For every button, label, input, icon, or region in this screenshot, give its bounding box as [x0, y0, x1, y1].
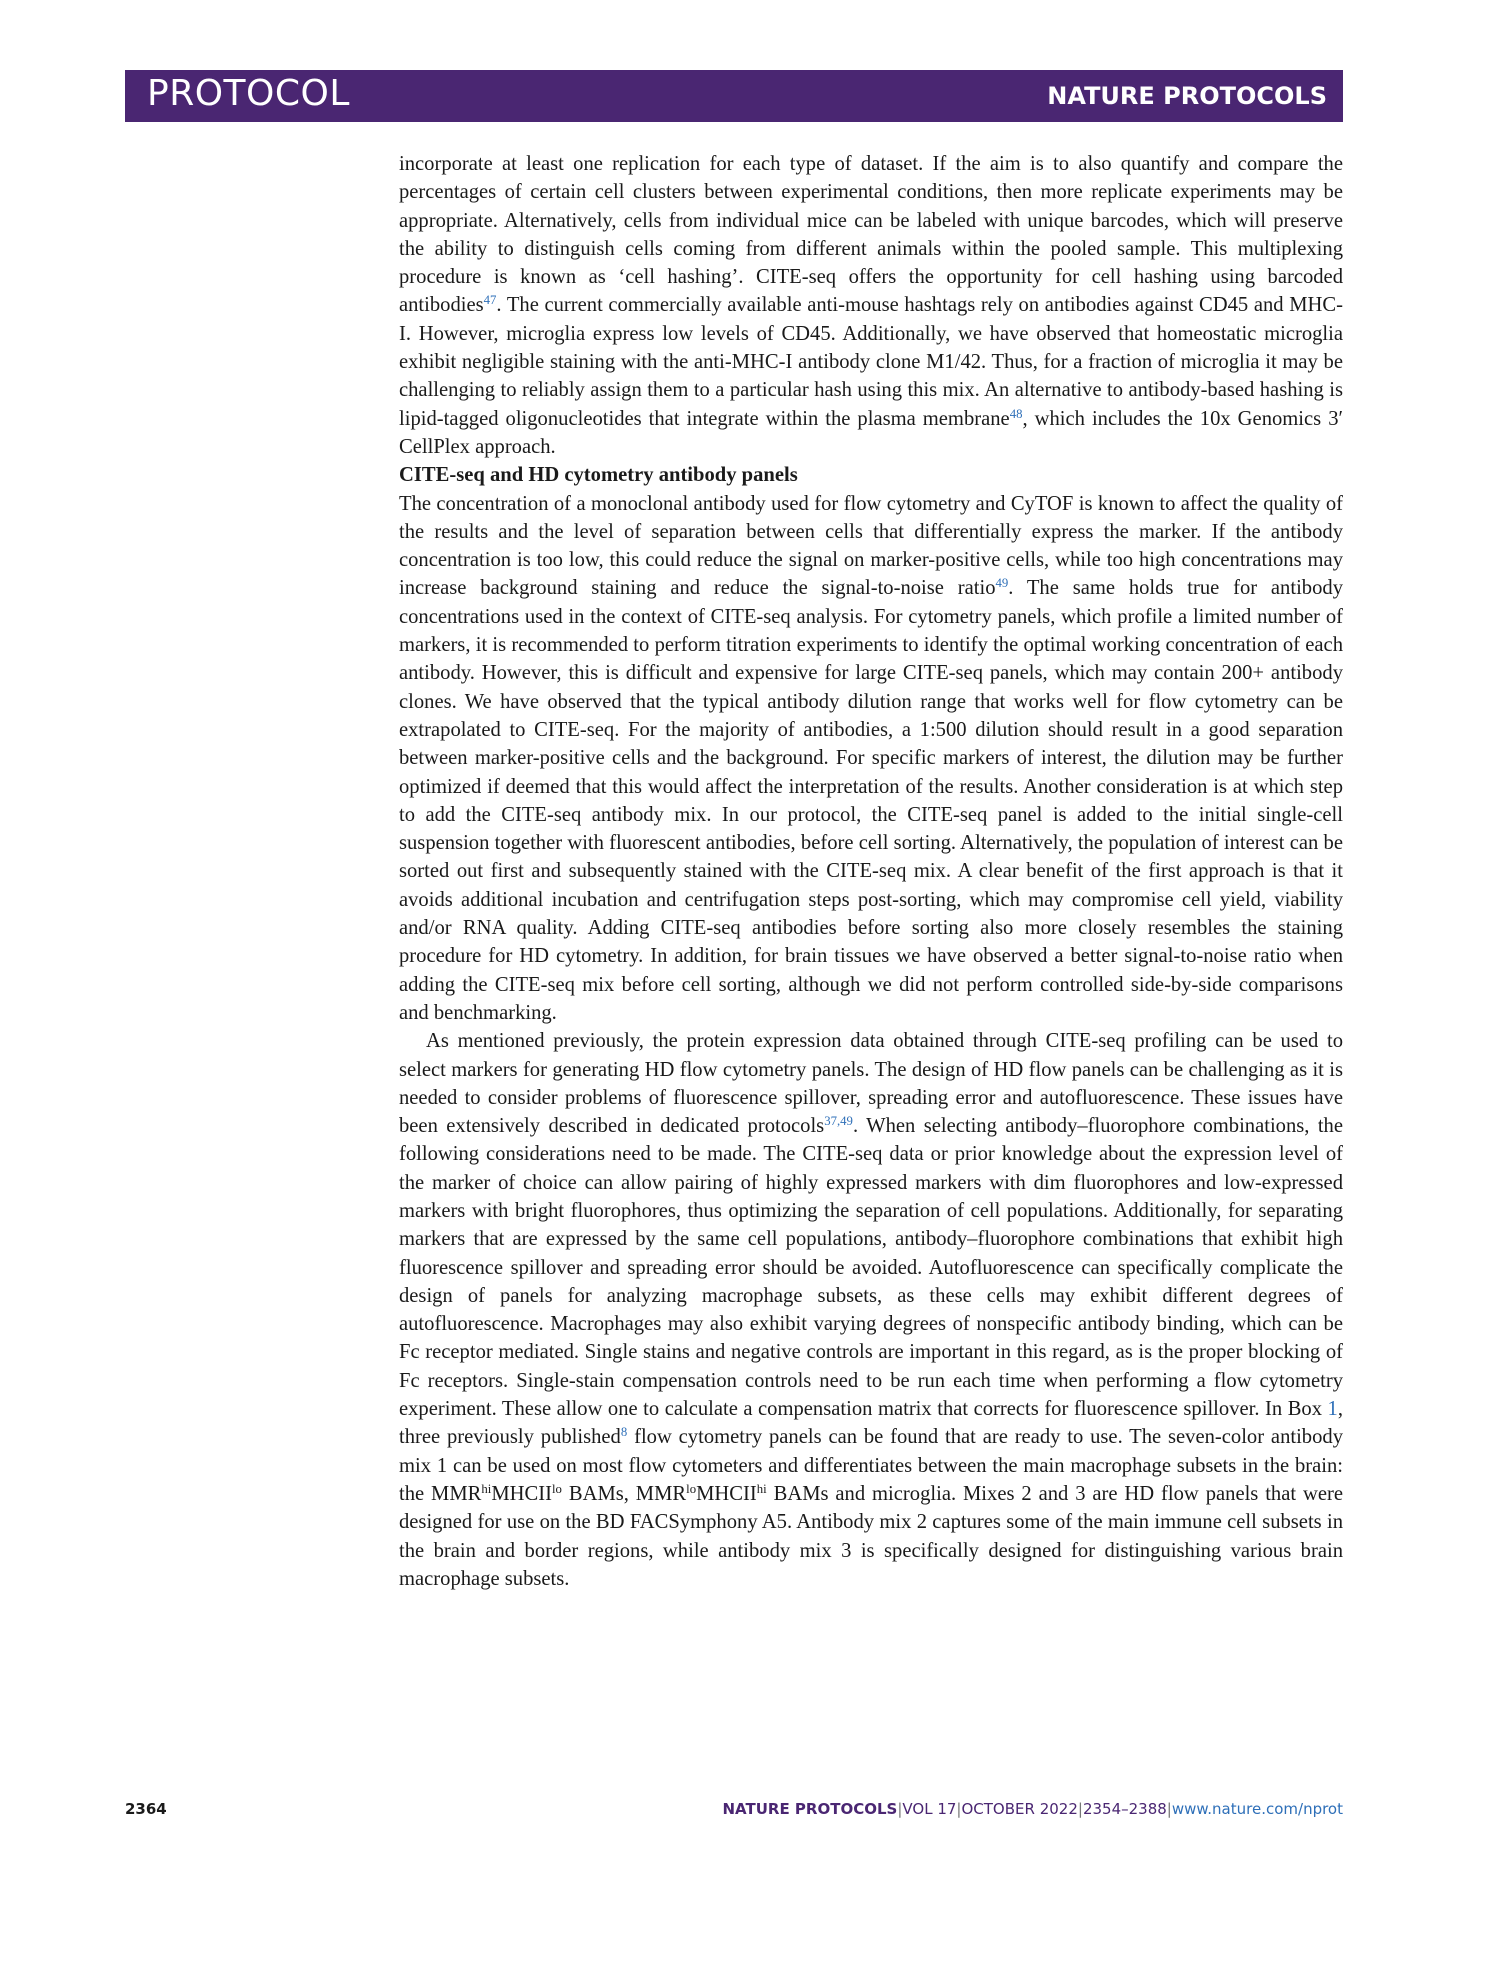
citation-link[interactable]: 47 — [483, 293, 497, 308]
superscript: hi — [756, 1481, 767, 1496]
citation-line: NATURE PROTOCOLS|VOL 17|OCTOBER 2022|2354–2388|www.nature.com/nprot — [722, 1800, 1343, 1818]
body-text — [399, 150, 1343, 1593]
citation-link[interactable]: 37,49 — [824, 1114, 853, 1129]
page-number: 2364 — [125, 1800, 167, 1818]
journal-name: NATURE PROTOCOLS — [1047, 82, 1327, 110]
article-type-label: PROTOCOL — [147, 73, 350, 114]
section-heading: CITE-seq and HD cytometry antibody panels — [399, 464, 798, 487]
paragraph: As mentioned previously, the protein expression data obtained through CITE-seq profiling can be used to select markers for generating HD flow cytometry panels. The design of HD flow panels can be challenging as it is needed to consider problems of fluorescence spillover, spreading error and autofluorescence. These issues have been extensively described in dedicated protocols$^{37,49}$. When selecting antibody–fluorophore combinations, the following considerations need to be made. The CITE-seq data or prior knowledge about the expression level of the marker of choice can allow pairing of highly expressed markers with dim fluorophores and low-expressed markers with bright fluorophores, thus optimizing the separation of cell populations. Additionally, for separating markers that are expressed by the same cell populations, antibody–fluorophore combinations that exhibit high fluorescence spillover and spreading error should be avoided. Autofluorescence can specifically complicate the design of panels for analyzing macrophage subsets, as these cells may exhibit different degrees of autofluorescence. Macrophages may also exhibit varying degrees of nonspecific antibody binding, which can be Fc receptor mediated. Single stains and negative controls are important in this regard, as is the proper blocking of Fc receptors. Single-stain compensation controls need to be run each time when performing a flow cytometry experiment. These allow one to calculate a compensation matrix that corrects for fluorescence spillover. In Box 1, three previously published$^8$ flow cytometry panels can be found that are ready to use. The seven-color antibody mix 1 can be used on most flow cytometers and differentiates between the main macrophage subsets in the brain: the $MMR^{hi}MHCII^{lo}$ BAMs, $MMR^{lo}MHCII^{hi}$ BAMs and microglia. Mixes 2 and 3 are HD flow panels that were designed for use on the BD FACSymphony A5. Antibody mix 2 captures some of the main immune cell subsets in the brain and border regions, while antibody mix 3 is specifically designed for distinguishing various brain macrophage subsets. — [399, 1030, 1343, 1590]
running-header — [125, 70, 1343, 122]
paragraph: incorporate at least one replication for each type of dataset. If the aim is to also quantify and compare the percentages of certain cell clusters between experimental conditions, then more replicate experiments may be appropriate. Alternatively, cells from individual mice can be labeled with unique barcodes, which will preserve the ability to distinguish cells coming from different animals within the pooled sample. This multiplexing procedure is known as ‘cell hashing’. CITE-seq offers the opportunity for cell hashing using barcoded antibodies$^{47}$. The current commercially available anti-mouse hashtags rely on antibodies against CD45 and MHC-I. However, microglia express low levels of CD45. Additionally, we have observed that homeostatic microglia exhibit negligible staining with the anti-MHC-I antibody clone M1/42. Thus, for a fraction of microglia it may be challenging to reliably assign them to a particular hash using this mix. An alternative to antibody-based hashing is lipid-tagged oligonucleotides that integrate within the plasma membrane$^{48}$, which includes the 10x Genomics 3′ CellPlex approach. — [399, 153, 1343, 458]
citation-link[interactable]: 49 — [995, 576, 1009, 591]
superscript: lo — [552, 1481, 562, 1496]
superscript: hi — [481, 1481, 492, 1496]
box-link[interactable]: 1 — [1327, 1398, 1338, 1421]
issue-date: OCTOBER 2022 — [961, 1800, 1078, 1818]
page-footer — [125, 1800, 1343, 1824]
citation-link[interactable]: 48 — [1009, 406, 1023, 421]
page-range: 2354–2388 — [1082, 1800, 1167, 1818]
volume: VOL 17 — [902, 1800, 957, 1818]
journal-url-link[interactable]: www.nature.com/nprot — [1171, 1800, 1343, 1818]
superscript: lo — [686, 1481, 697, 1496]
journal-name-footer: NATURE PROTOCOLS — [722, 1800, 898, 1818]
paragraph: The concentration of a monoclonal antibody used for flow cytometry and CyTOF is known to affect the quality of the results and the level of separation between cells that differentially express the marker. If the antibody concentration is too low, this could reduce the signal on marker-positive cells, while too high concentrations may increase background staining and reduce the signal-to-noise ratio$^{49}$. The same holds true for antibody concentrations used in the context of CITE-seq analysis. For cytometry panels, which profile a limited number of markers, it is recommended to perform titration experiments to identify the optimal working concentration of each antibody. However, this is difficult and expensive for large CITE-seq panels, which may contain 200+ antibody clones. We have observed that the typical antibody dilution range that works well for flow cytometry can be extrapolated to CITE-seq. For the majority of antibodies, a 1:500 dilution should result in a good separation between marker-positive cells and the background. For specific markers of interest, the dilution may be further optimized if deemed that this would affect the interpretation of the results. Another consideration is at which step to add the CITE-seq antibody mix. In our protocol, the CITE-seq panel is added to the initial single-cell suspension together with fluorescent antibodies, before cell sorting. Alternatively, the population of interest can be sorted out first and subsequently stained with the CITE-seq mix. A clear benefit of the first approach is that it avoids additional incubation and centrifugation steps post-sorting, which may compromise cell yield, viability and/or RNA quality. Adding CITE-seq antibodies before sorting also more closely resembles the staining procedure for HD cytometry. In addition, for brain tissues we have observed a better signal-to-noise ratio when adding the CITE-seq mix before cell sorting, although we did not perform controlled side-by-side comparisons and benchmarking. — [399, 492, 1343, 1024]
citation-link[interactable]: 8 — [620, 1425, 628, 1440]
